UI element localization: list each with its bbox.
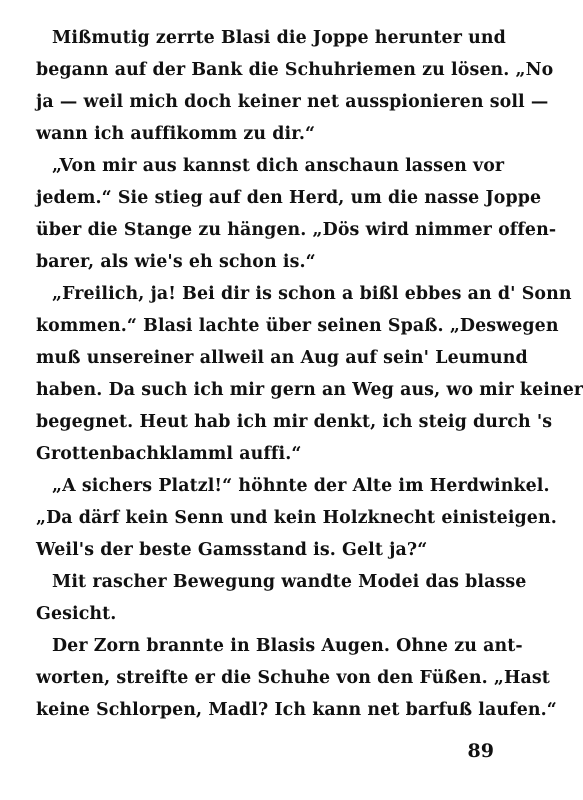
- text-line: barer, als wie's eh schon is.“: [36, 252, 316, 272]
- text-line: „Da därf kein Senn und kein Holzknecht einisteigen.: [36, 508, 557, 528]
- text-line: worten, streifte er die Schuhe von den Füßen. „Hast: [36, 668, 550, 688]
- text-line: Mißmutig zerrte Blasi die Joppe herunter und: [52, 28, 506, 48]
- text-line: haben. Da such ich mir gern an Weg aus, wo mir keiner: [36, 380, 583, 400]
- text-line: jedem.“ Sie stieg auf den Herd, um die nasse Joppe: [36, 188, 542, 208]
- text-line: keine Schlorpen, Madl? Ich kann net barfuß laufen.“: [36, 700, 557, 720]
- text-line: „A sichers Platzl!“ höhnte der Alte im Herdwinkel.: [52, 476, 550, 496]
- text-line: „Von mir aus kannst dich anschaun lassen vor: [52, 156, 505, 176]
- text-line: begann auf der Bank die Schuhriemen zu lösen. „No: [36, 60, 554, 80]
- text-line: „Freilich, ja! Bei dir is schon a bißl ebbes an d' Sonn: [52, 284, 572, 304]
- text-line: Grottenbachklamml auffi.“: [36, 444, 302, 464]
- text-line: kommen.“ Blasi lachte über seinen Spaß. „Deswegen: [36, 316, 559, 336]
- text-line: Mit rascher Bewegung wandte Modei das blasse: [52, 572, 527, 592]
- text-line: wann ich auffikomm zu dir.“: [36, 124, 316, 144]
- text-line: Weil's der beste Gamsstand is. Gelt ja?“: [36, 540, 428, 560]
- text-line: ja — weil mich doch keiner net ausspionieren soll —: [36, 92, 549, 112]
- text-line: Gesicht.: [36, 604, 117, 624]
- text-line: Der Zorn brannte in Blasis Augen. Ohne zu ant-: [52, 636, 523, 656]
- text-line: über die Stange zu hängen. „Dös wird nimmer offen-: [36, 220, 557, 240]
- page-number: 89: [467, 740, 494, 762]
- text-line: muß unsereiner allweil an Aug auf sein' Leumund: [36, 348, 528, 368]
- text-line: begegnet. Heut hab ich mir denkt, ich steig durch 's: [36, 412, 553, 432]
